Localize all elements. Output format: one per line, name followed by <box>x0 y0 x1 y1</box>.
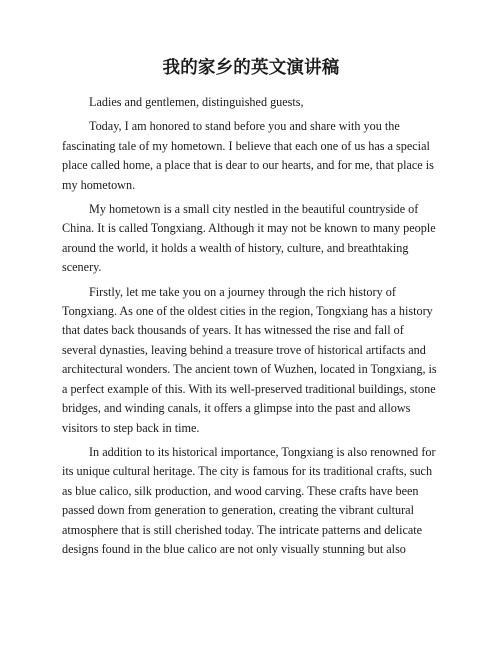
salutation-paragraph: Ladies and gentlemen, distinguished guests, <box>89 95 304 109</box>
document-title: 我的家乡的英文演讲稿 <box>162 58 340 78</box>
history-paragraph: Firstly, let me take you on a journey through the rich history of Tongxiang. As one of the oldest cities in the region, Tongxiang has a history that dates back thousands of years. It has witnessed the rise and fall of several dynasties, leaving behind a treasure trove of historical artifacts and architectural wonders. The ancient town of Wuzhen, located in Tongxiang, is a perfect example of this. With its well-preserved traditional buildings, stone bridges, and winding canals, it offers a glimpse into the past and allows visitors to step back in time. <box>62 284 437 435</box>
hometown-paragraph: My hometown is a small city nestled in the beautiful countryside of China. It is called Tongxiang. Although it may not be known to many people around the world, it holds a wealth of history, culture, and breathtaking scenery. <box>62 202 436 275</box>
intro-paragraph: Today, I am honored to stand before you and share with you the fascinating tale of my hometown. I believe that each one of us has a special place called home, a place that is dear to our hearts, and for me, that place is my hometown. <box>62 119 434 192</box>
culture-paragraph: In addition to its historical importance, Tongxiang is also renowned for its unique cultural heritage. The city is famous for its traditional crafts, such as blue calico, silk production, and wood carving. These crafts have been passed down from generation to generation, creating the vibrant cultural atmosphere that is still cherished today. The intricate patterns and delicate designs found in the blue calico are not only visually stunning but also <box>62 444 436 556</box>
document-body <box>62 93 440 559</box>
